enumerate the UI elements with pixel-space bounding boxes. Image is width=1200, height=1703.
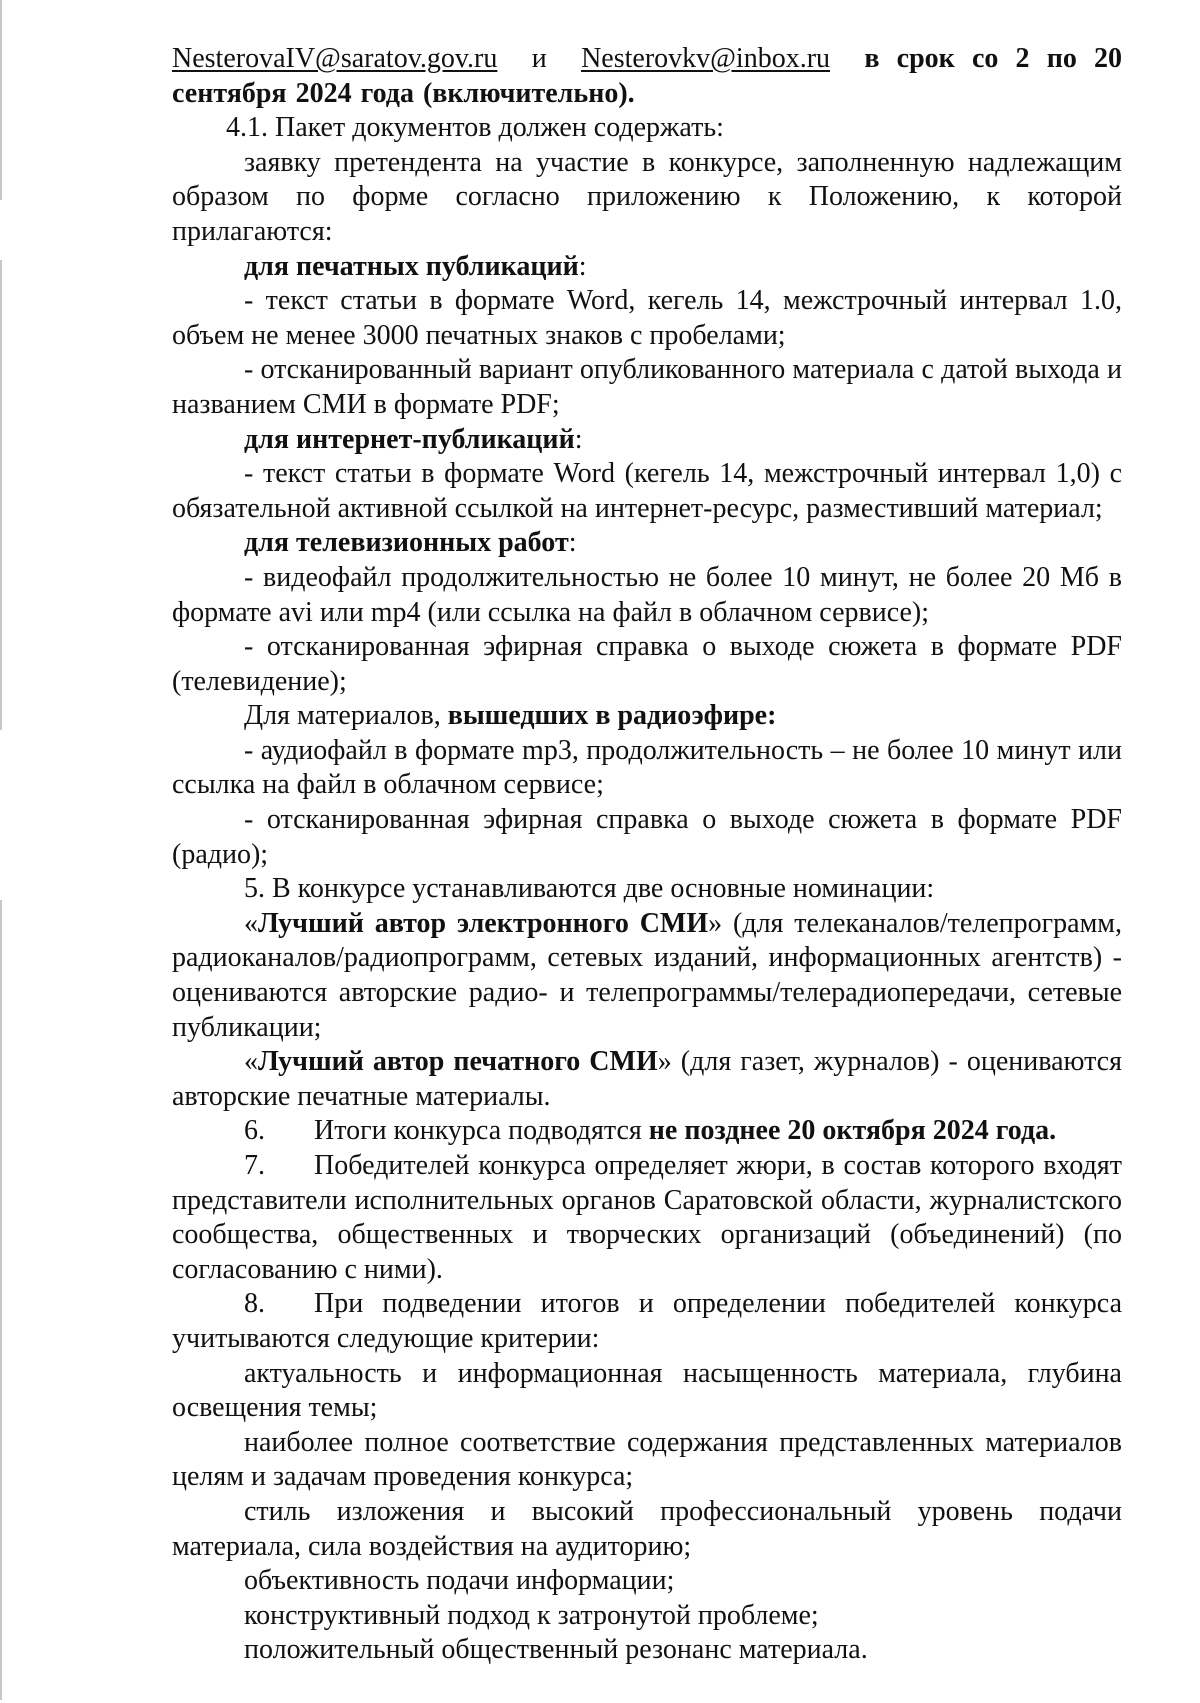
print-publications-heading	[172, 250, 1122, 285]
radio-heading-lead: Для материалов,	[244, 700, 448, 732]
clause-8	[172, 1287, 1122, 1356]
submission-deadline: в срок со 2 по 20 сентября 2024 года (включительно).	[172, 43, 1123, 109]
print-heading-text: для печатных публикаций	[244, 250, 579, 282]
nomination-1-close-quote: »	[708, 907, 723, 939]
clause-6-deadline: не позднее 20 октября 2024 года.	[648, 1115, 1057, 1147]
nomination-2-close-quote: »	[657, 1046, 672, 1078]
clause-4-1: 4.1. Пакет документов должен содержать:	[226, 112, 724, 144]
print-heading-colon: :	[578, 250, 587, 282]
clause-7-text: Победителей конкурса определяет жюри, в состав которого входят представители исполнительных органов Саратовской области, журналистского сообщества, общественных и творческих организаций (объединений) (по согласованию с ними).	[172, 1150, 1122, 1285]
radio-materials-heading	[172, 699, 1122, 734]
nomination-2-description: (для газет, журналов) - оцениваются авторские печатные материалы.	[172, 1046, 1122, 1112]
clause-6-text: Итоги конкурса подводятся	[314, 1115, 649, 1147]
criterion-4: объективность подачи информации;	[244, 1565, 675, 1597]
scan-edge-mark	[0, 260, 2, 730]
email-link-nesterovaiv[interactable]: NesterovaIV@saratov.gov.ru	[172, 43, 498, 74]
submission-line	[172, 42, 1122, 111]
criterion-6: положительный общественный резонанс материала.	[244, 1634, 868, 1666]
clause-7-number: 7.	[244, 1150, 265, 1181]
criterion-1: актуальность и информационная насыщенность материала, глубина освещения темы;	[172, 1357, 1122, 1424]
print-item-1: - текст статьи в формате Word, кегель 14, межстрочный интервал 1.0, объем не менее 3000 печатных знаков с пробелами;	[172, 285, 1122, 351]
radio-item-1: - аудиофайл в формате mp3, продолжительность – не более 10 минут или ссылка на файл в облачном сервисе;	[172, 734, 1122, 801]
clause-8-text: При подведении итогов и определении победителей конкурса учитываются следующие критерии:	[172, 1288, 1122, 1354]
nomination-print-media	[172, 1045, 1122, 1114]
internet-heading-text: для интернет-публикаций	[244, 423, 575, 455]
internet-heading-colon: :	[574, 423, 583, 455]
tv-item-2: - отсканированная эфирная справка о выходе сюжета в формате PDF (телевидение);	[172, 631, 1122, 697]
internet-item-1: - текст статьи в формате Word (кегель 14, межстрочный интервал 1,0) с обязательной активной ссылкой на интернет-ресурс, разместивший материал;	[172, 458, 1122, 524]
clause-7	[172, 1149, 1122, 1287]
radio-heading-text: вышедших в радиоэфире:	[447, 700, 777, 732]
tv-item-1: - видеофайл продолжительностью не более 10 минут, не более 20 Мб в формате avi или mp4 (или ссылка на файл в облачном сервисе);	[172, 561, 1122, 628]
radio-item-2: - отсканированная эфирная справка о выходе сюжета в формате PDF (радио);	[172, 804, 1122, 870]
clause-8-number: 8.	[244, 1288, 265, 1320]
scan-edge-mark	[0, 0, 2, 200]
criterion-3: стиль изложения и высокий профессиональный уровень подачи материала, сила воздействия на аудиторию;	[172, 1495, 1122, 1562]
criterion-2: наиболее полное соответствие содержания представленных материалов целям и задачам проведения конкурса;	[172, 1426, 1122, 1493]
conjunction-and: и	[531, 43, 547, 74]
clause-6	[172, 1114, 1122, 1149]
nomination-electronic-media	[172, 907, 1122, 1045]
internet-publications-heading	[172, 423, 1122, 458]
document-page	[172, 42, 1122, 1668]
print-item-2: - отсканированный вариант опубликованного материала с датой выхода и названием СМИ в формате PDF;	[172, 354, 1122, 420]
clause-6-number: 6.	[244, 1115, 265, 1147]
nomination-1-open-quote: «	[244, 907, 258, 939]
email-link-nesterovkv[interactable]: Nesterovkv@inbox.ru	[581, 43, 831, 74]
tv-heading-text: для телевизионных работ	[244, 527, 569, 559]
application-paragraph: заявку претендента на участие в конкурсе, заполненную надлежащим образом по форме согласно приложению к Положению, к которой прилагаются:	[172, 146, 1122, 247]
criterion-5: конструктивный подход к затронутой проблеме;	[244, 1599, 819, 1631]
nomination-2-open-quote: «	[244, 1046, 258, 1078]
nomination-1-description: (для телеканалов/телепрограмм, радиоканалов/радиопрограмм, сетевых изданий, информационных агентств) - оцениваются авторские радио- и телепрограммы/телерадиопередачи, сетевые публикации;	[172, 907, 1123, 1043]
tv-heading-colon: :	[568, 527, 577, 559]
nomination-2-title: Лучший автор печатного СМИ	[258, 1046, 658, 1078]
clause-5: 5. В конкурсе устанавливаются две основные номинации:	[244, 873, 935, 905]
tv-works-heading	[172, 526, 1122, 561]
scan-edge-mark	[0, 900, 2, 1700]
nomination-1-title: Лучший автор электронного СМИ	[258, 907, 709, 939]
